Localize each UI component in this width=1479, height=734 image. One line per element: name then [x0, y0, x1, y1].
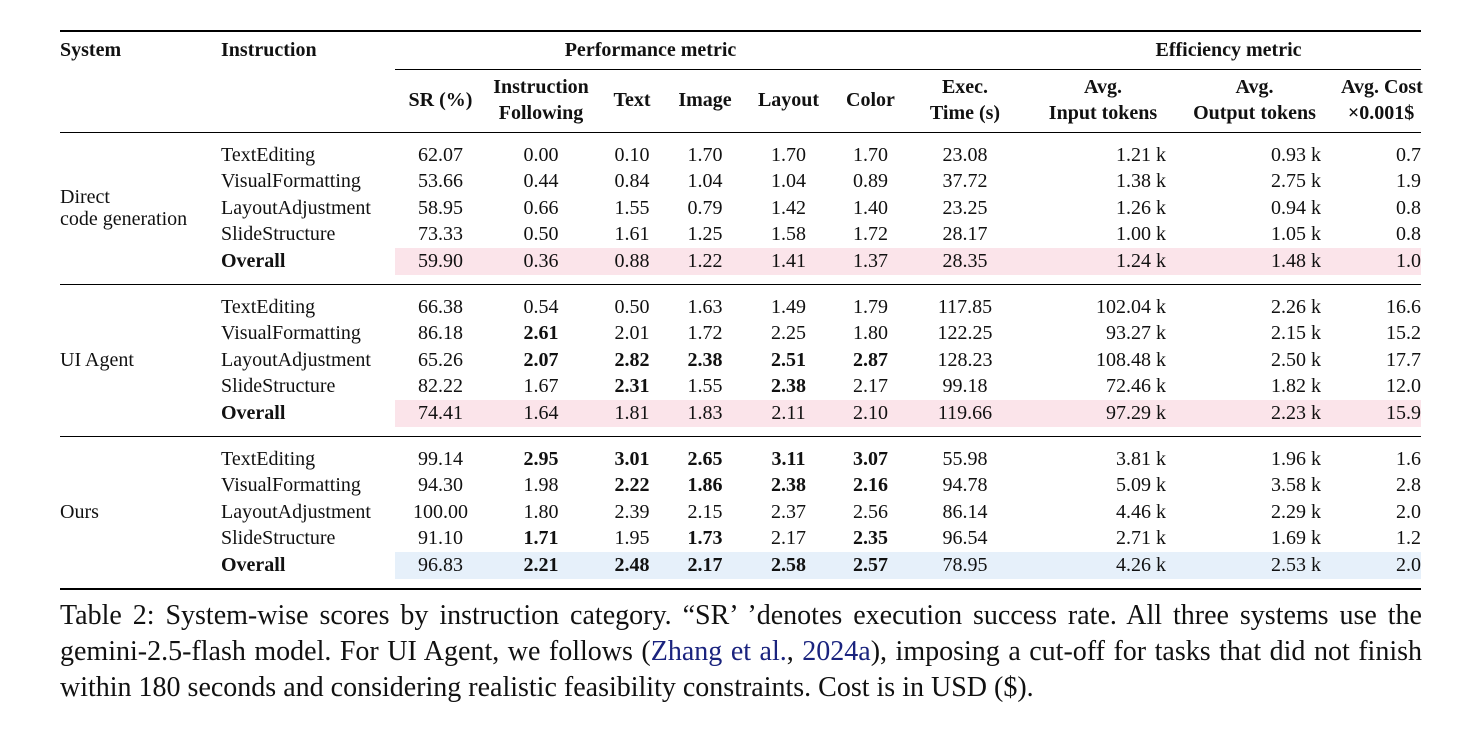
cell-image: 1.70 — [687, 143, 723, 166]
cell-in: 1.24 k — [1024, 248, 1166, 275]
table-row — [60, 195, 1421, 222]
cell-cost: 12.0 — [1386, 375, 1422, 398]
cell-text: 2.31 — [614, 375, 650, 398]
cell-image: 0.79 — [687, 196, 723, 219]
table-row — [60, 347, 1421, 374]
header-out-line2: Output tokens — [1193, 101, 1316, 124]
cell-sr: 91.10 — [418, 527, 463, 550]
cell-out: 1.82 k — [1271, 375, 1321, 398]
cell-if: 1.67 — [523, 375, 559, 398]
cell-color: 1.80 — [853, 322, 888, 345]
cell-out: 2.50 k — [1271, 348, 1321, 371]
cell-in: 72.46 k — [1106, 375, 1166, 398]
instruction-cell: Overall — [221, 401, 286, 424]
table-row — [60, 552, 1421, 579]
cell-image: 2.65 — [687, 447, 723, 470]
table-row — [60, 142, 1421, 169]
system-name-line1: UI Agent — [60, 349, 134, 372]
cell-in: 4.46 k — [1116, 500, 1166, 523]
header-if-line2: Following — [498, 101, 584, 124]
table-row — [60, 499, 1421, 526]
caption-text-2: ), imposing a cut-off for tasks that did not finish within 180 seconds and considering realistic feasibility constraints. Cost is in USD ($). — [60, 636, 1423, 703]
cell-color: 2.35 — [853, 527, 888, 550]
cell-cost: 17.7 — [1386, 348, 1422, 371]
cell-cost: 1.9 — [1396, 170, 1422, 193]
cell-image: 1.83 — [668, 400, 742, 427]
cell-in: 1.38 k — [1116, 170, 1166, 193]
cell-color: 1.37 — [835, 248, 906, 275]
table-row — [60, 221, 1421, 248]
header-image: Image — [668, 69, 742, 132]
system-name — [60, 446, 221, 579]
cell-cost: 1.2 — [1396, 527, 1422, 550]
cell-in: 1.26 k — [1116, 196, 1166, 219]
cell-exec: 94.78 — [942, 474, 988, 497]
system-name — [60, 142, 221, 275]
cell-sr: 86.18 — [418, 322, 463, 345]
instruction-cell: LayoutAdjustment — [221, 348, 371, 371]
cell-out: 2.29 k — [1271, 500, 1321, 523]
cell-out: 2.53 k — [1166, 552, 1321, 579]
cell-layout: 1.49 — [771, 295, 806, 318]
cell-layout: 2.38 — [771, 375, 806, 398]
instruction-cell: VisualFormatting — [221, 474, 361, 497]
cell-text: 1.95 — [614, 527, 650, 550]
cell-exec: 23.08 — [942, 143, 988, 166]
cell-layout: 2.58 — [742, 552, 835, 579]
cell-exec: 28.35 — [906, 248, 1024, 275]
cell-layout: 2.38 — [771, 474, 806, 497]
header-text: Text — [596, 69, 668, 132]
instruction-cell: VisualFormatting — [221, 170, 361, 193]
cell-if: 2.61 — [523, 322, 559, 345]
cell-cost: 0.8 — [1396, 223, 1422, 246]
cell-out: 2.75 k — [1271, 170, 1321, 193]
cell-if: 1.80 — [523, 500, 559, 523]
header-exec-line1: Exec. — [941, 75, 989, 98]
cell-text: 3.01 — [614, 447, 650, 470]
cell-color: 2.87 — [853, 348, 888, 371]
instruction-cell: SlideStructure — [221, 223, 336, 246]
cell-text: 1.55 — [614, 196, 650, 219]
table-row — [60, 294, 1421, 321]
results-table-container — [60, 30, 1421, 590]
cell-cost: 1.6 — [1396, 447, 1422, 470]
cell-out: 1.69 k — [1271, 527, 1321, 550]
header-efficiency-group — [1024, 31, 1421, 69]
cell-in: 2.71 k — [1116, 527, 1166, 550]
table-row — [60, 446, 1421, 473]
cell-sr: 66.38 — [418, 295, 463, 318]
cell-exec: 96.54 — [942, 527, 988, 550]
instruction-cell: Overall — [221, 553, 286, 576]
table-row — [60, 525, 1421, 552]
cell-text: 0.84 — [614, 170, 650, 193]
cell-color: 2.10 — [835, 400, 906, 427]
cell-layout: 2.17 — [771, 527, 806, 550]
table-row — [60, 248, 1421, 275]
cell-out: 1.96 k — [1271, 447, 1321, 470]
cell-sr: 100.00 — [413, 500, 468, 523]
cell-exec: 78.95 — [906, 552, 1024, 579]
cell-sr: 99.14 — [418, 447, 463, 470]
cell-image: 1.04 — [687, 170, 723, 193]
cell-image: 2.15 — [687, 500, 723, 523]
cell-color: 1.79 — [853, 295, 888, 318]
cell-color: 0.89 — [853, 170, 888, 193]
cell-text: 2.48 — [596, 552, 668, 579]
instruction-cell: SlideStructure — [221, 375, 336, 398]
cell-layout: 1.04 — [771, 170, 806, 193]
cell-cost: 2.0 — [1396, 500, 1422, 523]
cell-image: 2.17 — [668, 552, 742, 579]
cell-layout: 1.41 — [742, 248, 835, 275]
cell-color: 1.72 — [853, 223, 888, 246]
header-performance-group — [395, 31, 906, 69]
cell-cost: 0.8 — [1396, 196, 1422, 219]
header-cost-line2: ×0.001$ — [1347, 101, 1415, 124]
system-name — [60, 294, 221, 427]
system-name-line2: code generation — [60, 208, 188, 231]
cell-out: 1.48 k — [1166, 248, 1321, 275]
cell-layout: 1.70 — [771, 143, 806, 166]
instruction-cell: TextEditing — [221, 447, 316, 470]
header-instruction: Instruction — [221, 39, 317, 61]
cell-sr: 58.95 — [418, 196, 463, 219]
instruction-cell: LayoutAdjustment — [221, 500, 371, 523]
cell-sr: 74.41 — [395, 400, 486, 427]
cell-layout: 2.11 — [742, 400, 835, 427]
cell-sr: 62.07 — [418, 143, 463, 166]
cell-out: 0.93 k — [1271, 143, 1321, 166]
cell-layout: 2.51 — [771, 348, 806, 371]
cell-in: 5.09 k — [1116, 474, 1166, 497]
cell-out: 2.15 k — [1271, 322, 1321, 345]
cell-color: 2.57 — [835, 552, 906, 579]
cell-in: 4.26 k — [1024, 552, 1166, 579]
cell-layout: 1.58 — [771, 223, 806, 246]
header-sr: SR (%) — [395, 69, 486, 132]
header-out-line1: Avg. — [1235, 75, 1274, 98]
cell-in: 1.00 k — [1116, 223, 1166, 246]
table-caption — [60, 598, 1422, 706]
cell-sr: 65.26 — [418, 348, 463, 371]
results-table — [60, 30, 1421, 590]
cell-image: 1.73 — [687, 527, 723, 550]
cell-cost: 2.0 — [1321, 552, 1421, 579]
table-header — [60, 31, 1421, 132]
system-name-line1: Direct — [60, 186, 110, 209]
cell-exec: 128.23 — [937, 348, 993, 371]
header-exec-line2: Time (s) — [929, 101, 1001, 124]
cell-exec: 37.72 — [942, 170, 988, 193]
cell-if: 1.71 — [523, 527, 559, 550]
cell-color: 3.07 — [853, 447, 888, 470]
cell-out: 2.26 k — [1271, 295, 1321, 318]
table-row — [60, 320, 1421, 347]
cell-cost: 15.2 — [1386, 322, 1422, 345]
cell-exec: 28.17 — [942, 223, 988, 246]
cell-if: 0.44 — [523, 170, 559, 193]
cell-if: 1.98 — [523, 474, 559, 497]
table-row — [60, 168, 1421, 195]
cell-sr: 53.66 — [418, 170, 463, 193]
cell-layout: 2.37 — [771, 500, 806, 523]
instruction-cell: LayoutAdjustment — [221, 196, 371, 219]
cell-text: 0.10 — [614, 143, 650, 166]
cell-sr: 82.22 — [418, 375, 463, 398]
cell-color: 2.17 — [853, 375, 888, 398]
cell-exec: 23.25 — [942, 196, 988, 219]
header-in-line1: Avg. — [1084, 75, 1122, 98]
header-if-line1: Instruction — [493, 75, 589, 98]
cell-exec: 99.18 — [942, 375, 988, 398]
cell-image: 1.72 — [687, 322, 723, 345]
cell-text: 0.50 — [614, 295, 650, 318]
cell-exec: 119.66 — [906, 400, 1024, 427]
cell-text: 2.82 — [614, 348, 650, 371]
table-row — [60, 373, 1421, 400]
cell-sr: 59.90 — [395, 248, 486, 275]
cell-image: 1.86 — [687, 474, 723, 497]
cell-cost: 2.8 — [1396, 474, 1422, 497]
cell-exec: 86.14 — [942, 500, 988, 523]
cell-text: 2.01 — [614, 322, 650, 345]
cell-out: 0.94 k — [1271, 196, 1321, 219]
cell-if: 0.50 — [523, 223, 559, 246]
cell-text: 1.61 — [614, 223, 650, 246]
cell-exec: 122.25 — [937, 322, 993, 345]
cell-if: 2.07 — [523, 348, 559, 371]
cell-text: 1.81 — [596, 400, 668, 427]
cell-exec: 55.98 — [942, 447, 988, 470]
cell-out: 1.05 k — [1271, 223, 1321, 246]
instruction-cell: VisualFormatting — [221, 322, 361, 345]
header-performance-label: Performance metric — [564, 39, 737, 61]
cell-in: 93.27 k — [1106, 322, 1166, 345]
cell-text: 2.22 — [614, 474, 650, 497]
cell-color: 2.56 — [853, 500, 888, 523]
cell-out: 3.58 k — [1271, 474, 1321, 497]
cell-color: 1.70 — [853, 143, 888, 166]
cell-image: 1.25 — [687, 223, 723, 246]
cell-cost: 1.0 — [1321, 248, 1421, 275]
header-avg-cost — [1321, 69, 1421, 132]
cell-sr: 73.33 — [418, 223, 463, 246]
header-instruction-following — [486, 69, 596, 132]
cell-layout: 2.25 — [771, 322, 806, 345]
cell-if: 0.36 — [486, 248, 596, 275]
cell-if: 0.00 — [523, 143, 559, 166]
instruction-cell: Overall — [221, 249, 286, 272]
instruction-cell: TextEditing — [221, 295, 316, 318]
cell-in: 1.21 k — [1116, 143, 1166, 166]
cell-cost: 0.7 — [1396, 143, 1422, 166]
cell-cost: 15.9 — [1321, 400, 1421, 427]
header-in-line2: Input tokens — [1048, 101, 1158, 124]
cell-sr: 94.30 — [418, 474, 463, 497]
cell-in: 3.81 k — [1116, 447, 1166, 470]
citation-link-authors[interactable]: Zhang et al. — [650, 636, 787, 667]
citation-separator: , — [786, 636, 803, 667]
cell-if: 2.95 — [523, 447, 559, 470]
cell-image: 2.38 — [687, 348, 723, 371]
cell-image: 1.63 — [687, 295, 723, 318]
cell-out: 2.23 k — [1166, 400, 1321, 427]
cell-if: 1.64 — [486, 400, 596, 427]
table-row — [60, 400, 1421, 427]
header-avg-output-tokens — [1166, 69, 1321, 132]
cell-layout: 3.11 — [771, 447, 806, 470]
cell-if: 0.54 — [523, 295, 559, 318]
cell-in: 97.29 k — [1024, 400, 1166, 427]
cell-in: 108.48 k — [1096, 348, 1166, 371]
system-name-line1: Ours — [60, 501, 99, 524]
cell-sr: 96.83 — [395, 552, 486, 579]
header-color: Color — [835, 69, 906, 132]
cell-text: 0.88 — [596, 248, 668, 275]
cell-color: 1.40 — [853, 196, 888, 219]
header-layout: Layout — [742, 69, 835, 132]
cell-if: 2.21 — [486, 552, 596, 579]
cell-layout: 1.42 — [771, 196, 806, 219]
table-body — [60, 132, 1421, 588]
header-efficiency-label: Efficiency metric — [1155, 39, 1302, 61]
caption-text-1: Table 2: System-wise scores by instruction category. “SR’ ’denotes execution success rate. All three systems use the gemini-2.5-flash model. For UI Agent, we follows ( — [60, 600, 1422, 667]
cell-if: 0.66 — [523, 196, 559, 219]
citation-link-year[interactable]: 2024a — [802, 636, 871, 667]
header-system: System — [60, 39, 122, 61]
cell-in: 102.04 k — [1096, 295, 1166, 318]
header-avg-input-tokens — [1024, 69, 1166, 132]
header-cost-line1: Avg. Cost — [1341, 75, 1423, 98]
cell-exec: 117.85 — [937, 295, 993, 318]
instruction-cell: SlideStructure — [221, 527, 336, 550]
cell-cost: 16.6 — [1386, 295, 1422, 318]
header-exec-time — [906, 69, 1024, 132]
cell-color: 2.16 — [853, 474, 888, 497]
instruction-cell: TextEditing — [221, 143, 316, 166]
cell-text: 2.39 — [614, 500, 650, 523]
table-row — [60, 472, 1421, 499]
cell-image: 1.22 — [668, 248, 742, 275]
cell-image: 1.55 — [687, 375, 723, 398]
